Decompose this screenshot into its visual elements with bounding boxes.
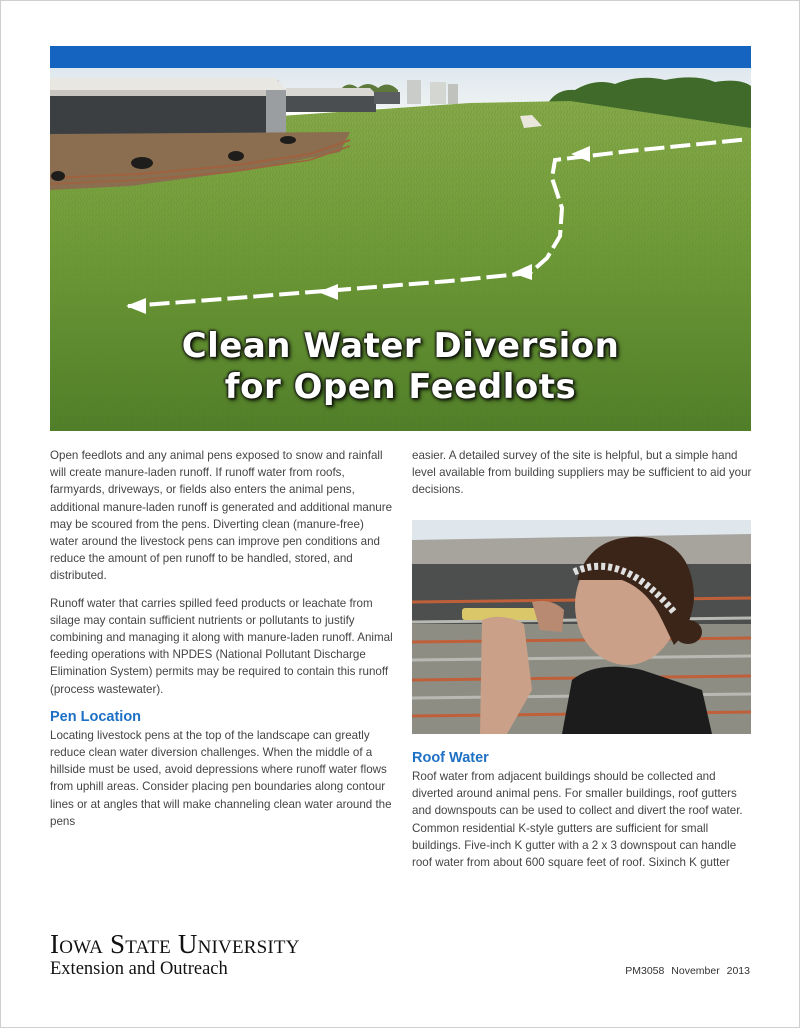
university-name: Iowa State University	[50, 929, 300, 959]
pen-location-heading: Pen Location	[50, 708, 142, 725]
header-accent-bar	[50, 46, 751, 68]
right-column-top	[412, 447, 757, 509]
roof-water-section	[412, 749, 757, 881]
publication-info	[625, 965, 750, 977]
roof-water-heading: Roof Water	[412, 750, 489, 766]
continued-paragraph: easier. A detailed survey of the site is helpful, but a simple hand level available from building suppliers may be sufficient to aid your decisions.	[412, 449, 752, 497]
pen-location-paragraph: Locating livestock pens at the top of the landscape can greatly reduce clean water diversion challenges. When the middle of a hillside must be used, avoid depressions where runoff water flows from uphill areas. Consider placing pen boundaries along contour lines or at angles that will make channeling clean water around the pens	[50, 728, 392, 828]
hero-photo	[50, 68, 751, 431]
woman-using-hand-level-illustration	[412, 520, 751, 734]
publication-date: November 2013	[671, 965, 750, 977]
roof-water-paragraph: Roof water from adjacent buildings should be collected and diverted around animal pens. For smaller buildings, roof gutters and downspouts can be used to collect and divert the roof water. Common residential K-style gutters are sufficient for small buildings. Five-inch K gutter with a 2 x 3 downspout can handle roof water from about 600 square feet of roof. Sixinch K gutter	[412, 770, 743, 870]
hand-level-photo	[412, 520, 751, 734]
intro-paragraph-1: Open feedlots and any animal pens exposed to snow and rainfall will create manure-laden runoff. If runoff water from roofs, farmyards, driveways, or fields also enters the animal pens, additional manure-laden runoff is generated and additional manure may be scoured from the pens. Diverting clean (manure-free) water around the livestock pens can improve pen conditions and reduce the amount of pen runoff to be handled, stored, and distributed.	[50, 449, 393, 583]
document-title	[50, 326, 751, 408]
extension-name: Extension and Outreach	[50, 959, 228, 979]
title-line-1: Clean Water Diversion	[181, 326, 620, 366]
iowa-state-logo	[50, 929, 300, 980]
publication-code: PM3058	[625, 965, 665, 977]
intro-paragraph-2: Runoff water that carries spilled feed products or leachate from silage may contain sufficient nutrients or pollutants to justify combining and managing it along with manure-laden runoff. Animal feeding operations with NPDES (National Pollutant Discharge Elimination System) permits may be required to contain this runoff (process wastewater).	[50, 596, 393, 696]
title-line-2: for Open Feedlots	[224, 367, 577, 407]
left-column	[50, 447, 395, 840]
